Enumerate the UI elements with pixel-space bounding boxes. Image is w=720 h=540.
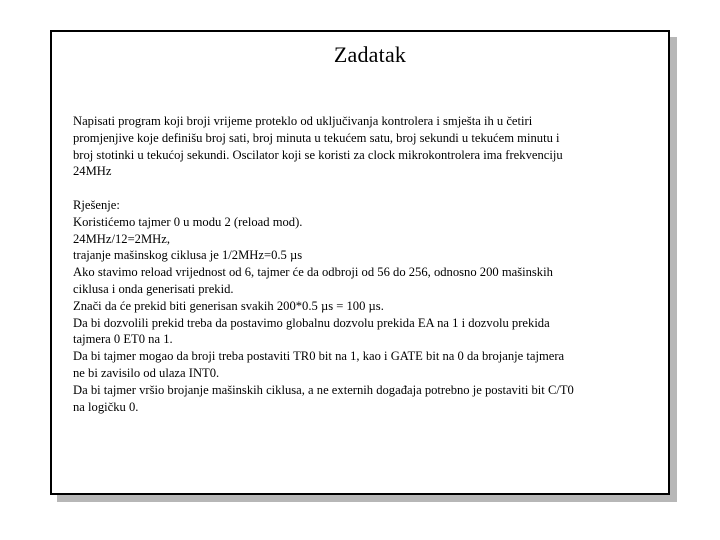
slide-body xyxy=(73,113,633,415)
solution-line: ciklusa i onda generisati prekid. xyxy=(73,281,234,296)
solution-line: na logičku 0. xyxy=(73,399,139,414)
solution-line: Koristićemo tajmer 0 u modu 2 (reload mod). xyxy=(73,214,303,229)
solution-heading: Rješenje: xyxy=(73,197,120,212)
task-paragraph xyxy=(73,113,633,180)
solution-line: tajmera 0 ET0 na 1. xyxy=(73,332,173,347)
task-line: promjenjive koje definišu broj sati, broj minuta u tekućem satu, broj sekundi u tekućem minutu i xyxy=(73,130,560,145)
solution-line: trajanje mašinskog ciklusa je 1/2MHz=0.5 µs xyxy=(73,248,303,263)
solution-paragraph xyxy=(73,197,633,415)
solution-line: ne bi zavisilo od ulaza INT0. xyxy=(73,365,220,380)
solution-line: 24MHz/12=2MHz, xyxy=(73,231,170,246)
solution-line: Znači da će prekid biti generisan svakih 200*0.5 µs = 100 µs. xyxy=(73,298,384,313)
slide-frame xyxy=(50,30,670,495)
solution-line: Ako stavimo reload vrijednost od 6, tajmer će da odbroji od 56 do 256, odnosno 200 mašinskih xyxy=(73,265,553,280)
task-line: Napisati program koji broji vrijeme proteklo od uključivanja kontrolera i smješta ih u četiri xyxy=(73,114,533,128)
task-line: 24MHz xyxy=(73,164,112,179)
slide-title: Zadatak xyxy=(333,42,407,67)
solution-line: Da bi tajmer mogao da broji treba postaviti TR0 bit na 1, kao i GATE bit na 0 da brojanje tajmera xyxy=(73,349,565,364)
solution-line: Da bi tajmer vršio brojanje mašinskih ciklusa, a ne externih događaja potrebno je postaviti bit C/T0 xyxy=(73,382,574,397)
solution-line: Da bi dozvolili prekid treba da postavimo globalnu dozvolu prekida EA na 1 i dozvolu prekida xyxy=(73,315,550,330)
task-line: broj stotinki u tekućoj sekundi. Oscilator koji se koristi za clock mikrokontrolera ima frekvenciju xyxy=(73,147,563,162)
